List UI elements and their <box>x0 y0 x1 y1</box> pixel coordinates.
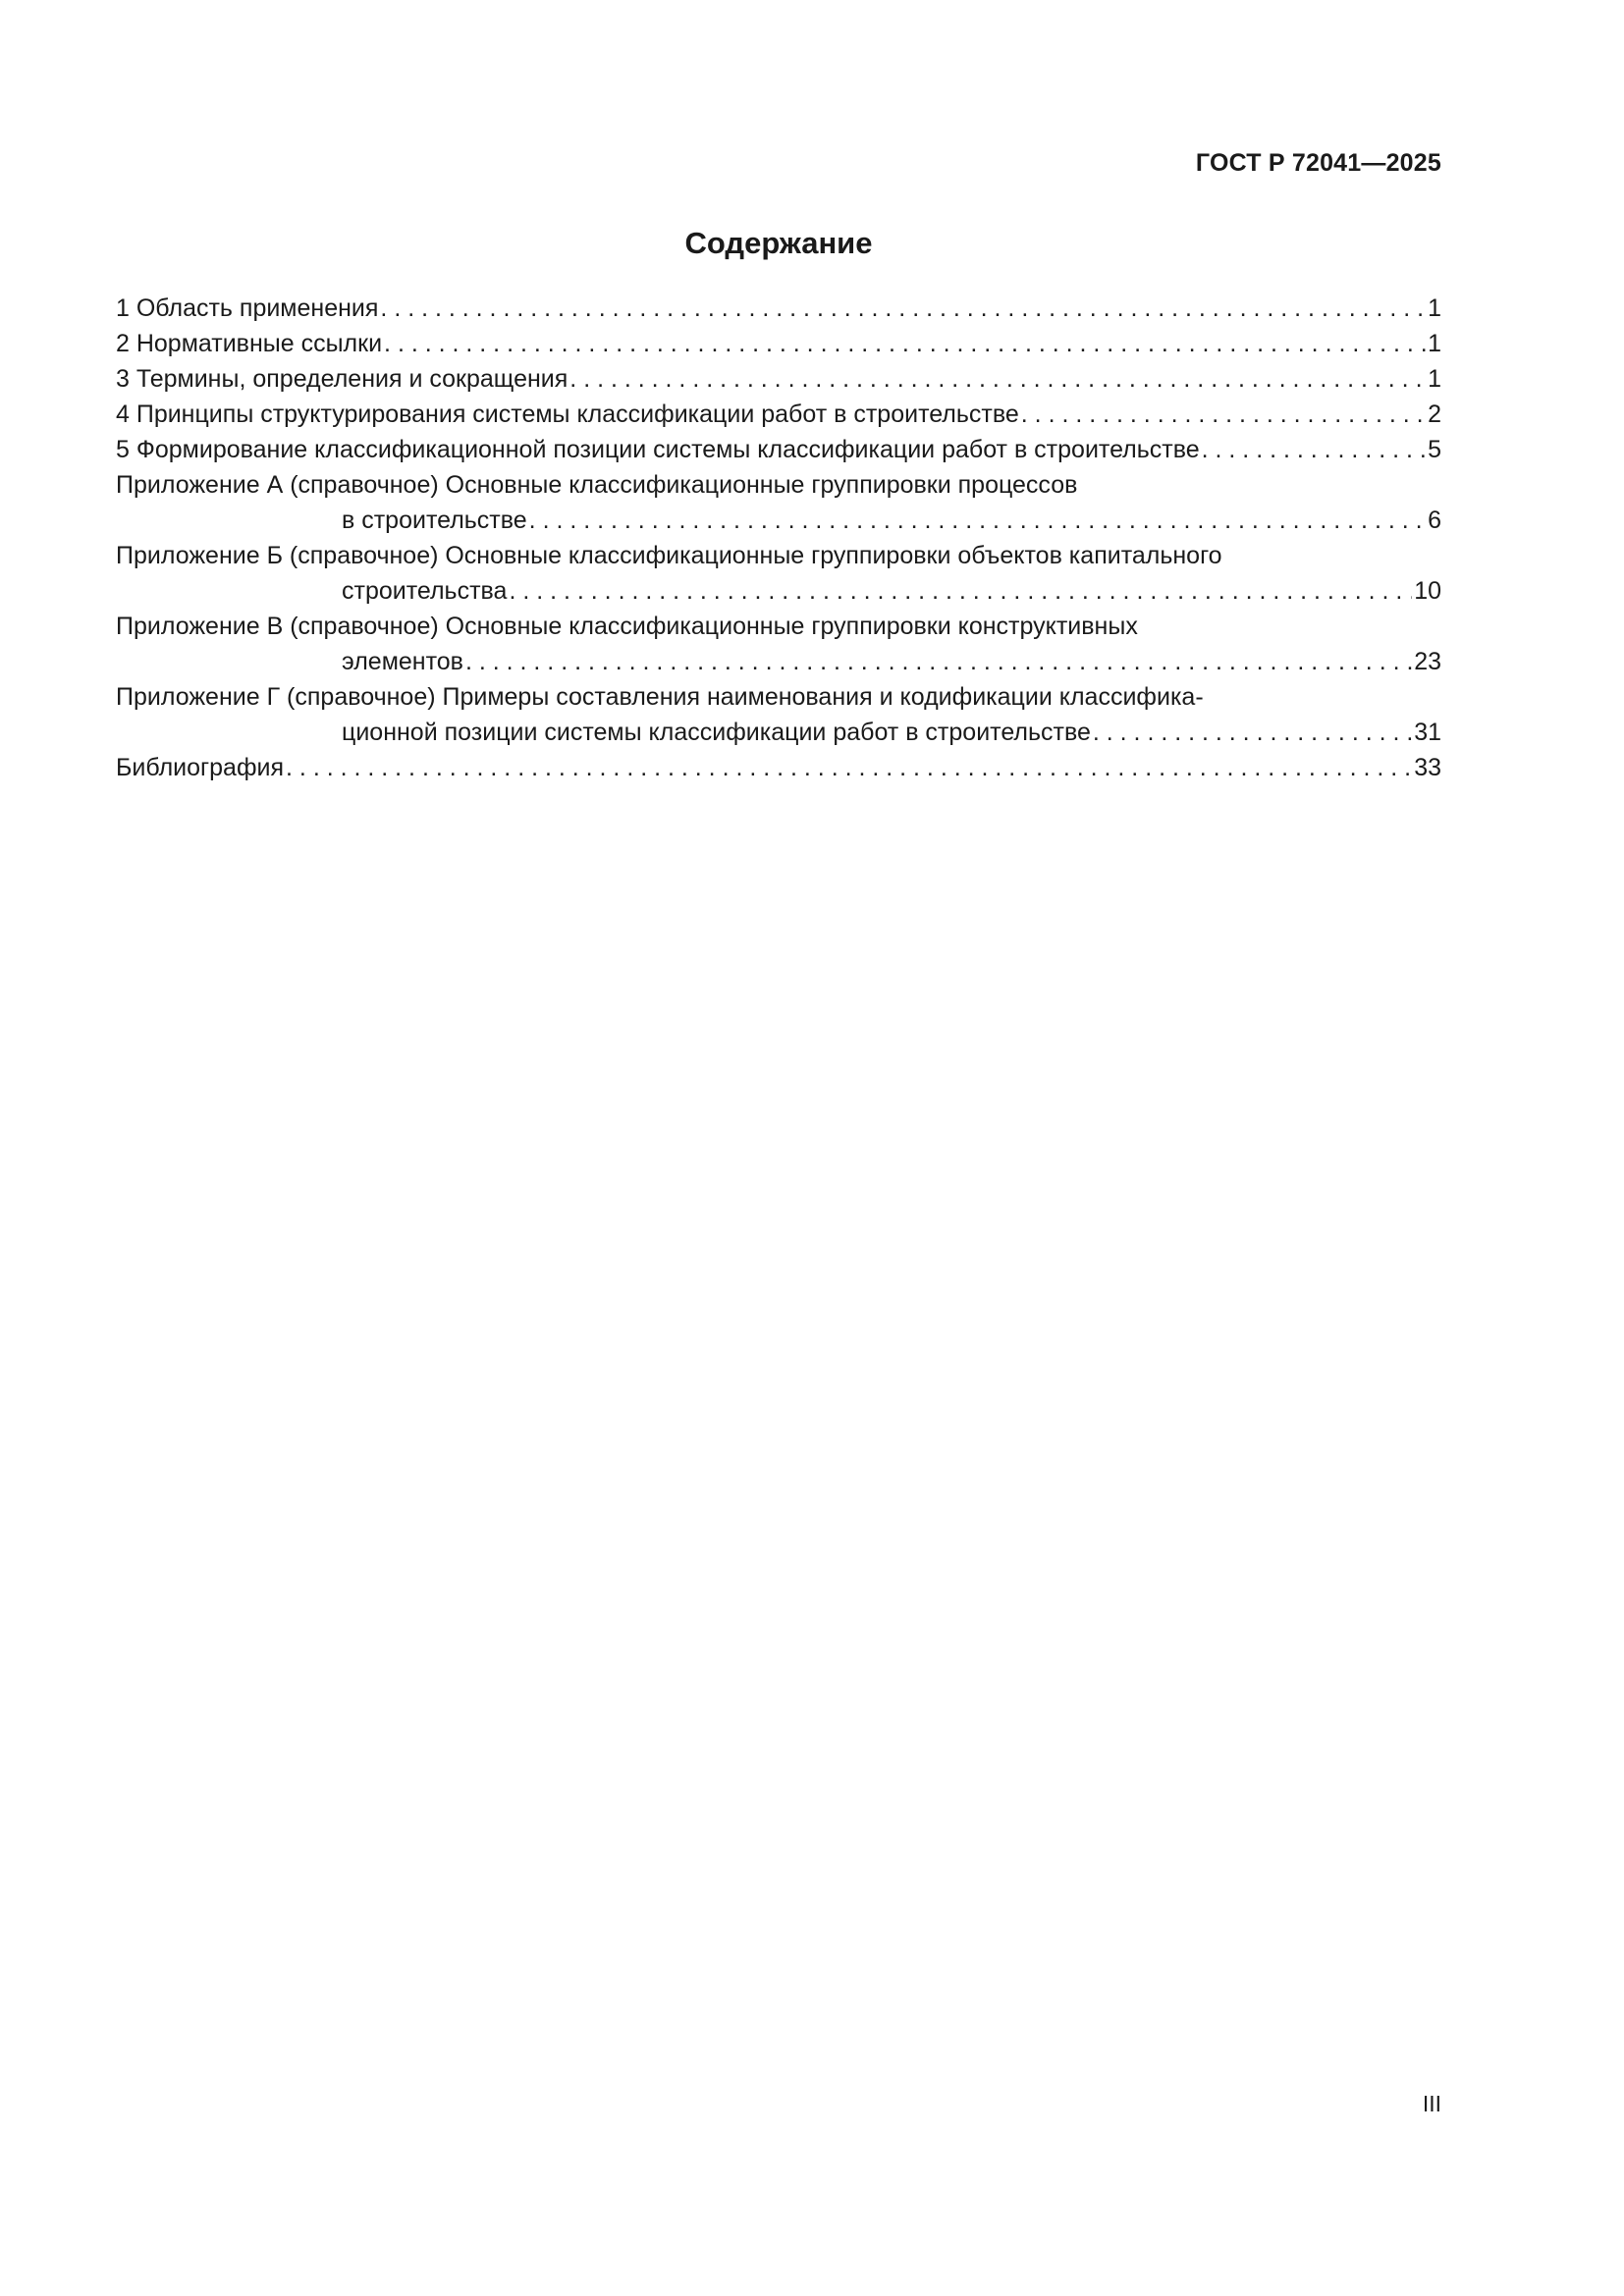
toc-title: Содержание <box>684 226 873 260</box>
toc-entry-page: 6 <box>1428 507 1441 534</box>
toc-entry-bibliography <box>116 750 1441 785</box>
toc-entry-text: в строительстве <box>342 507 527 534</box>
toc-entry-scope <box>116 291 1441 326</box>
toc-entry-page: 10 <box>1414 577 1441 605</box>
toc-entry-appendix-v-line1 <box>116 609 1441 644</box>
toc-entry-text: Библиография <box>116 754 285 781</box>
toc-entry-text: 2 Нормативные ссылки <box>116 330 383 357</box>
toc-entry-page: 1 <box>1428 365 1441 393</box>
table-of-contents <box>116 291 1441 785</box>
toc-entry-page: 1 <box>1428 294 1441 322</box>
document-code: ГОСТ Р 72041—2025 <box>1195 149 1441 177</box>
toc-entry-text: Приложение Г (справочное) Примеры составления наименования и кодификации классифика- <box>116 683 1204 711</box>
toc-entry-text: Приложение В (справочное) Основные классификационные группировки конструктивных <box>116 613 1138 640</box>
toc-entry-text: ционной позиции системы классификации работ в строительстве <box>342 719 1091 746</box>
dot-leader <box>1202 432 1426 467</box>
toc-entry-text: 5 Формирование классификационной позиции системы классификации работ в строительстве <box>116 436 1200 463</box>
dot-leader <box>384 326 1426 361</box>
toc-entry-normative-references <box>116 326 1441 361</box>
dot-leader <box>1093 715 1412 750</box>
toc-entry-appendix-a-line2 <box>116 503 1441 538</box>
toc-entry-text: 1 Область применения <box>116 294 379 322</box>
toc-entry-page: 33 <box>1414 754 1441 781</box>
dot-leader <box>465 644 1412 679</box>
toc-entry-appendix-b-line1 <box>116 538 1441 573</box>
page-number: III <box>1422 2091 1441 2116</box>
toc-entry-text: Приложение А (справочное) Основные классификационные группировки процессов <box>116 471 1078 499</box>
toc-entry-page: 5 <box>1428 436 1441 463</box>
toc-entry-appendix-g-line2 <box>116 715 1441 750</box>
toc-entry-text: 3 Термины, определения и сокращения <box>116 365 568 393</box>
dot-leader <box>380 291 1426 326</box>
toc-entry-principles <box>116 397 1441 432</box>
toc-entry-text: элементов <box>342 648 463 675</box>
toc-entry-appendix-b-line2 <box>116 573 1441 609</box>
toc-entry-page: 31 <box>1414 719 1441 746</box>
toc-entry-page: 2 <box>1428 400 1441 428</box>
dot-leader <box>569 361 1426 397</box>
toc-entry-appendix-a-line1 <box>116 467 1441 503</box>
toc-entry-page: 1 <box>1428 330 1441 357</box>
toc-entry-terms <box>116 361 1441 397</box>
dot-leader <box>1021 397 1426 432</box>
dot-leader <box>529 503 1426 538</box>
toc-entry-page: 23 <box>1414 648 1441 675</box>
toc-entry-appendix-g-line1 <box>116 679 1441 715</box>
dot-leader <box>286 750 1412 785</box>
toc-entry-formation <box>116 432 1441 467</box>
toc-entry-text: строительства <box>342 577 508 605</box>
toc-entry-text: 4 Принципы структурирования системы классификации работ в строительстве <box>116 400 1019 428</box>
dot-leader <box>509 573 1412 609</box>
toc-entry-appendix-v-line2 <box>116 644 1441 679</box>
toc-entry-text: Приложение Б (справочное) Основные классификационные группировки объектов капитального <box>116 542 1222 569</box>
